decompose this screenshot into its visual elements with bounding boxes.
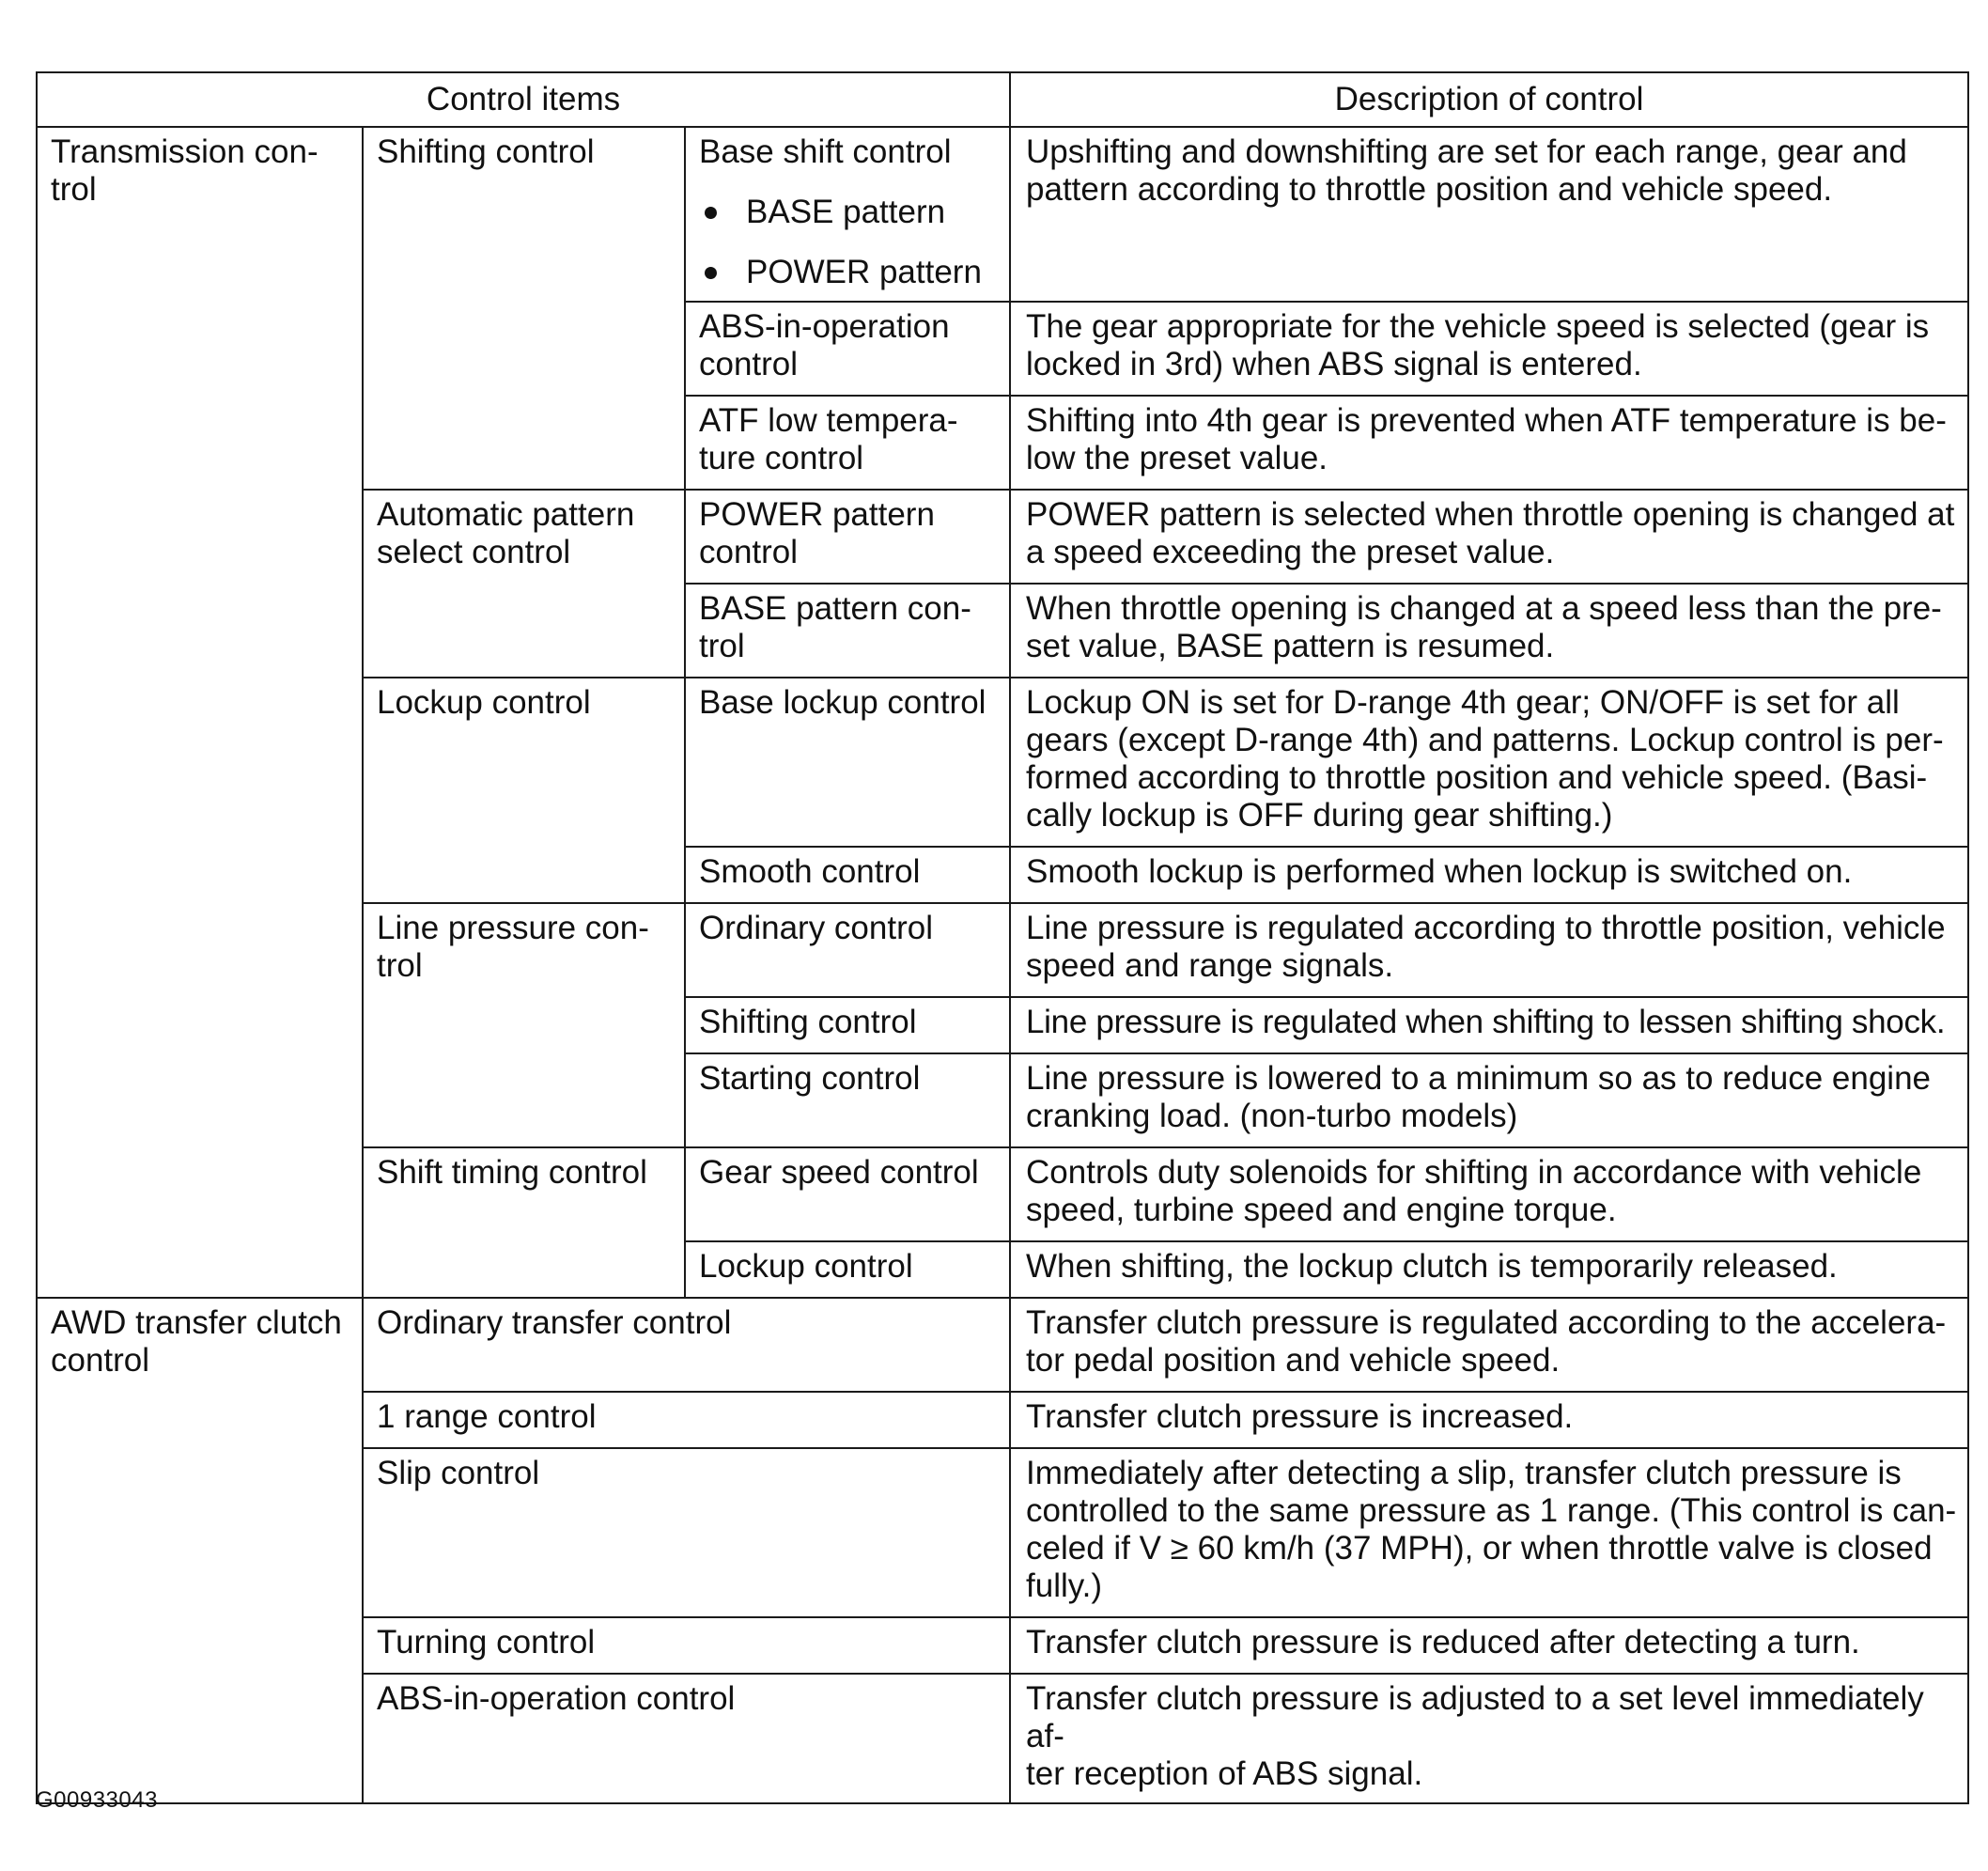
- item-label: Base shift control: [699, 133, 952, 170]
- item-atf-low-temperature-control: ATF low tempera- ture control: [685, 396, 1010, 490]
- item-base-pattern-control: BASE pattern con- trol: [685, 584, 1010, 678]
- desc-lockup-control: When shifting, the lockup clutch is temporarily released.: [1010, 1241, 1968, 1298]
- desc-shifting-control: Line pressure is regulated when shifting to lessen shifting shock.: [1010, 997, 1968, 1053]
- subgroup-automatic-pattern-select-control: Automatic pattern select control: [363, 490, 685, 678]
- subgroup-line-pressure-control: Line pressure con- trol: [363, 903, 685, 1147]
- subgroup-lockup-control: Lockup control: [363, 678, 685, 903]
- bullet-list: [699, 194, 996, 291]
- desc-atf-low-temperature-control: Shifting into 4th gear is prevented when ATF temperature is be- low the preset value.: [1010, 396, 1968, 490]
- desc-slip-control: Immediately after detecting a slip, transfer clutch pressure is controlled to the same pressure as 1 range. (This control is can- celed if V ≥ 60 km/h (37 MPH), or when throttle valve is closed fully.): [1010, 1448, 1968, 1617]
- list-item: POWER pattern: [699, 254, 996, 291]
- desc-abs-in-operation-control-awd: Transfer clutch pressure is adjusted to a set level immediately af- ter reception of ABS signal.: [1010, 1674, 1968, 1803]
- desc-base-shift-control: Upshifting and downshifting are set for each range, gear and pattern according to throttle position and vehicle speed.: [1010, 127, 1968, 302]
- item-starting-control: Starting control: [685, 1053, 1010, 1147]
- desc-smooth-control: Smooth lockup is performed when lockup is switched on.: [1010, 847, 1968, 903]
- item-abs-in-operation-control: ABS-in-operation control: [685, 302, 1010, 396]
- list-item: BASE pattern: [699, 194, 996, 231]
- item-ordinary-transfer-control: Ordinary transfer control: [363, 1298, 1010, 1392]
- desc-ordinary-control: Line pressure is regulated according to throttle position, vehicle speed and range signals.: [1010, 903, 1968, 997]
- item-abs-in-operation-control-awd: ABS-in-operation control: [363, 1674, 1010, 1803]
- subgroup-shifting-control: Shifting control: [363, 127, 685, 490]
- desc-gear-speed-control: Controls duty solenoids for shifting in accordance with vehicle speed, turbine speed and engine torque.: [1010, 1147, 1968, 1241]
- subgroup-shift-timing-control: Shift timing control: [363, 1147, 685, 1298]
- item-lockup-control: Lockup control: [685, 1241, 1010, 1298]
- item-base-lockup-control: Base lockup control: [685, 678, 1010, 847]
- table-row: [37, 127, 1968, 302]
- desc-1-range-control: Transfer clutch pressure is increased.: [1010, 1392, 1968, 1448]
- desc-power-pattern-control: POWER pattern is selected when throttle opening is changed at a speed exceeding the preset value.: [1010, 490, 1968, 584]
- item-turning-control: Turning control: [363, 1617, 1010, 1674]
- group-awd-transfer-clutch-control: AWD transfer clutch control: [37, 1298, 363, 1803]
- desc-starting-control: Line pressure is lowered to a minimum so as to reduce engine cranking load. (non-turbo models): [1010, 1053, 1968, 1147]
- desc-base-pattern-control: When throttle opening is changed at a speed less than the pre- set value, BASE pattern is resumed.: [1010, 584, 1968, 678]
- item-gear-speed-control: Gear speed control: [685, 1147, 1010, 1241]
- item-shifting-control: Shifting control: [685, 997, 1010, 1053]
- item-smooth-control: Smooth control: [685, 847, 1010, 903]
- item-slip-control: Slip control: [363, 1448, 1010, 1617]
- item-power-pattern-control: POWER pattern control: [685, 490, 1010, 584]
- desc-abs-in-operation-control: The gear appropriate for the vehicle speed is selected (gear is locked in 3rd) when ABS signal is entered.: [1010, 302, 1968, 396]
- desc-base-lockup-control: Lockup ON is set for D-range 4th gear; ON/OFF is set for all gears (except D-range 4th) and patterns. Lockup control is per- formed according to throttle position and vehicle speed. (Basi- cally lockup is OFF during gear shifting.): [1010, 678, 1968, 847]
- desc-ordinary-transfer-control: Transfer clutch pressure is regulated according to the accelera- tor pedal position and vehicle speed.: [1010, 1298, 1968, 1392]
- header-description: Description of control: [1010, 72, 1968, 127]
- figure-id: G00933043: [36, 1787, 158, 1813]
- control-items-table: [36, 71, 1969, 1804]
- item-1-range-control: 1 range control: [363, 1392, 1010, 1448]
- item-base-shift-control: [685, 127, 1010, 302]
- table-row: [37, 1298, 1968, 1392]
- desc-turning-control: Transfer clutch pressure is reduced after detecting a turn.: [1010, 1617, 1968, 1674]
- group-transmission-control: Transmission con- trol: [37, 127, 363, 1298]
- item-ordinary-control: Ordinary control: [685, 903, 1010, 997]
- header-control-items: Control items: [37, 72, 1010, 127]
- table-header-row: [37, 72, 1968, 127]
